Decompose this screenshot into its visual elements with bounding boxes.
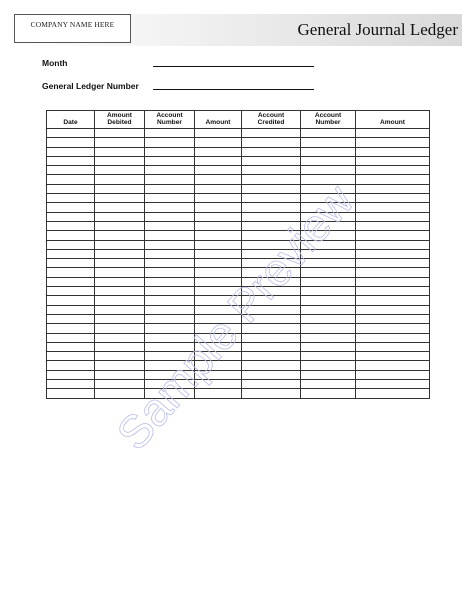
table-cell	[242, 277, 301, 286]
table-cell	[242, 324, 301, 333]
table-cell	[47, 380, 95, 389]
table-row	[47, 231, 430, 240]
table-cell	[47, 194, 95, 203]
table-cell	[145, 240, 195, 249]
table-cell	[242, 231, 301, 240]
table-cell	[242, 166, 301, 175]
column-header-account-number-debit: Account Number	[145, 111, 195, 129]
table-row	[47, 333, 430, 342]
table-cell	[356, 231, 430, 240]
column-header-amount-credit: Amount	[356, 111, 430, 129]
table-cell	[145, 129, 195, 138]
table-cell	[242, 361, 301, 370]
table-cell	[301, 287, 356, 296]
table-cell	[301, 221, 356, 230]
table-cell	[301, 324, 356, 333]
table-cell	[242, 129, 301, 138]
table-row	[47, 259, 430, 268]
table-cell	[145, 194, 195, 203]
table-row	[47, 342, 430, 351]
table-cell	[195, 249, 242, 258]
table-cell	[242, 203, 301, 212]
table-cell	[195, 221, 242, 230]
table-cell	[242, 138, 301, 147]
table-cell	[301, 259, 356, 268]
table-cell	[145, 389, 195, 398]
table-cell	[195, 203, 242, 212]
table-cell	[145, 324, 195, 333]
sample-preview-watermark: Sample Preview	[106, 174, 364, 460]
table-cell	[195, 147, 242, 156]
table-cell	[242, 380, 301, 389]
table-cell	[47, 389, 95, 398]
table-row	[47, 314, 430, 323]
table-cell	[95, 352, 145, 361]
table-cell	[195, 305, 242, 314]
table-cell	[242, 333, 301, 342]
table-cell	[95, 166, 145, 175]
table-cell	[195, 212, 242, 221]
table-cell	[145, 203, 195, 212]
table-cell	[356, 305, 430, 314]
table-cell	[195, 184, 242, 193]
table-row	[47, 147, 430, 156]
table-cell	[47, 314, 95, 323]
column-header-amount-debit: Amount	[195, 111, 242, 129]
table-row	[47, 277, 430, 286]
table-cell	[301, 231, 356, 240]
table-cell	[47, 305, 95, 314]
table-cell	[95, 231, 145, 240]
month-label: Month	[42, 58, 68, 68]
table-cell	[301, 314, 356, 323]
table-cell	[301, 147, 356, 156]
table-cell	[356, 389, 430, 398]
table-cell	[356, 296, 430, 305]
table-cell	[195, 314, 242, 323]
table-cell	[145, 342, 195, 351]
table-cell	[356, 287, 430, 296]
table-cell	[47, 277, 95, 286]
table-cell	[145, 296, 195, 305]
table-cell	[47, 259, 95, 268]
table-cell	[195, 156, 242, 165]
ledger-header-row	[47, 111, 430, 129]
table-cell	[195, 240, 242, 249]
table-cell	[195, 138, 242, 147]
table-cell	[47, 231, 95, 240]
table-row	[47, 138, 430, 147]
table-cell	[195, 361, 242, 370]
table-cell	[47, 138, 95, 147]
table-cell	[301, 203, 356, 212]
table-cell	[145, 277, 195, 286]
table-cell	[145, 212, 195, 221]
ledger-body	[47, 129, 430, 399]
table-cell	[242, 221, 301, 230]
ledger-number-label: General Ledger Number	[42, 81, 139, 91]
table-cell	[95, 370, 145, 379]
table-cell	[356, 175, 430, 184]
table-cell	[47, 333, 95, 342]
table-cell	[195, 370, 242, 379]
table-cell	[301, 194, 356, 203]
table-cell	[356, 203, 430, 212]
table-row	[47, 305, 430, 314]
table-cell	[356, 259, 430, 268]
table-cell	[47, 296, 95, 305]
table-cell	[145, 305, 195, 314]
table-cell	[301, 305, 356, 314]
table-cell	[242, 194, 301, 203]
table-cell	[47, 212, 95, 221]
table-cell	[195, 287, 242, 296]
table-cell	[47, 370, 95, 379]
table-row	[47, 203, 430, 212]
table-cell	[301, 166, 356, 175]
table-cell	[95, 259, 145, 268]
table-row	[47, 352, 430, 361]
table-cell	[195, 175, 242, 184]
month-field-line	[153, 66, 314, 67]
table-cell	[242, 305, 301, 314]
table-cell	[195, 268, 242, 277]
table-cell	[242, 352, 301, 361]
table-row	[47, 324, 430, 333]
table-cell	[242, 240, 301, 249]
table-cell	[95, 203, 145, 212]
table-cell	[301, 268, 356, 277]
table-cell	[95, 221, 145, 230]
table-cell	[145, 184, 195, 193]
table-cell	[356, 147, 430, 156]
table-cell	[95, 268, 145, 277]
table-cell	[356, 138, 430, 147]
table-cell	[242, 389, 301, 398]
table-row	[47, 212, 430, 221]
table-cell	[195, 231, 242, 240]
table-cell	[356, 268, 430, 277]
table-cell	[195, 277, 242, 286]
table-cell	[356, 166, 430, 175]
table-cell	[356, 249, 430, 258]
table-row	[47, 194, 430, 203]
table-cell	[301, 156, 356, 165]
table-cell	[145, 249, 195, 258]
table-cell	[95, 333, 145, 342]
table-cell	[301, 380, 356, 389]
table-cell	[301, 361, 356, 370]
table-cell	[195, 259, 242, 268]
column-header-date: Date	[47, 111, 95, 129]
table-cell	[242, 147, 301, 156]
table-cell	[242, 175, 301, 184]
table-cell	[301, 175, 356, 184]
table-row	[47, 156, 430, 165]
table-cell	[145, 156, 195, 165]
column-header-amount-debited: Amount Debited	[95, 111, 145, 129]
table-cell	[195, 389, 242, 398]
table-cell	[356, 333, 430, 342]
table-cell	[301, 333, 356, 342]
table-cell	[301, 138, 356, 147]
table-cell	[47, 184, 95, 193]
table-cell	[301, 296, 356, 305]
table-cell	[145, 268, 195, 277]
table-cell	[95, 324, 145, 333]
table-cell	[145, 380, 195, 389]
table-cell	[195, 380, 242, 389]
table-cell	[195, 333, 242, 342]
table-cell	[145, 333, 195, 342]
table-cell	[301, 277, 356, 286]
table-cell	[145, 138, 195, 147]
table-cell	[356, 342, 430, 351]
table-cell	[145, 314, 195, 323]
ledger-table	[46, 110, 430, 399]
table-cell	[95, 147, 145, 156]
table-cell	[301, 342, 356, 351]
column-header-account-number-credit: Account Number	[301, 111, 356, 129]
table-cell	[195, 194, 242, 203]
table-cell	[145, 370, 195, 379]
table-cell	[356, 370, 430, 379]
table-cell	[356, 194, 430, 203]
table-cell	[95, 175, 145, 184]
table-cell	[95, 361, 145, 370]
table-cell	[242, 314, 301, 323]
table-cell	[145, 259, 195, 268]
table-row	[47, 166, 430, 175]
table-cell	[47, 129, 95, 138]
table-cell	[145, 361, 195, 370]
table-cell	[301, 249, 356, 258]
table-cell	[47, 175, 95, 184]
table-cell	[95, 389, 145, 398]
table-cell	[356, 184, 430, 193]
table-cell	[95, 287, 145, 296]
table-cell	[47, 324, 95, 333]
table-row	[47, 287, 430, 296]
table-cell	[145, 287, 195, 296]
table-cell	[242, 184, 301, 193]
table-cell	[145, 166, 195, 175]
table-cell	[195, 166, 242, 175]
table-cell	[301, 370, 356, 379]
table-cell	[195, 129, 242, 138]
table-cell	[356, 240, 430, 249]
table-cell	[356, 221, 430, 230]
company-name-box: COMPANY NAME HERE	[14, 14, 131, 43]
table-cell	[95, 194, 145, 203]
table-cell	[47, 342, 95, 351]
table-row	[47, 240, 430, 249]
table-cell	[95, 296, 145, 305]
column-header-account-credited: Account Credited	[242, 111, 301, 129]
table-row	[47, 389, 430, 398]
table-cell	[195, 296, 242, 305]
table-cell	[95, 277, 145, 286]
table-cell	[47, 203, 95, 212]
table-cell	[242, 342, 301, 351]
table-cell	[145, 221, 195, 230]
table-cell	[301, 212, 356, 221]
table-cell	[195, 324, 242, 333]
table-cell	[356, 277, 430, 286]
table-cell	[301, 240, 356, 249]
table-cell	[356, 324, 430, 333]
table-row	[47, 296, 430, 305]
table-row	[47, 380, 430, 389]
table-cell	[95, 156, 145, 165]
table-row	[47, 221, 430, 230]
table-cell	[242, 259, 301, 268]
table-cell	[356, 212, 430, 221]
table-cell	[47, 156, 95, 165]
table-cell	[145, 352, 195, 361]
table-row	[47, 184, 430, 193]
table-cell	[242, 296, 301, 305]
table-cell	[195, 352, 242, 361]
table-cell	[47, 166, 95, 175]
table-cell	[95, 240, 145, 249]
table-cell	[95, 305, 145, 314]
table-cell	[242, 212, 301, 221]
table-cell	[356, 380, 430, 389]
table-cell	[145, 231, 195, 240]
table-row	[47, 268, 430, 277]
table-row	[47, 249, 430, 258]
table-cell	[95, 129, 145, 138]
table-cell	[95, 184, 145, 193]
table-cell	[242, 370, 301, 379]
table-cell	[301, 352, 356, 361]
table-cell	[195, 342, 242, 351]
table-cell	[95, 249, 145, 258]
table-cell	[356, 129, 430, 138]
table-cell	[47, 249, 95, 258]
table-row	[47, 370, 430, 379]
table-cell	[301, 389, 356, 398]
table-cell	[301, 129, 356, 138]
table-cell	[47, 147, 95, 156]
table-cell	[242, 156, 301, 165]
page-title: General Journal Ledger	[297, 20, 458, 39]
table-row	[47, 361, 430, 370]
table-cell	[47, 268, 95, 277]
table-cell	[47, 287, 95, 296]
table-cell	[356, 352, 430, 361]
table-cell	[242, 287, 301, 296]
table-cell	[301, 184, 356, 193]
table-cell	[95, 342, 145, 351]
table-cell	[95, 138, 145, 147]
table-cell	[356, 361, 430, 370]
table-cell	[95, 212, 145, 221]
table-cell	[145, 175, 195, 184]
table-cell	[242, 268, 301, 277]
ledger-number-field-line	[153, 89, 314, 90]
table-cell	[47, 221, 95, 230]
table-cell	[47, 240, 95, 249]
table-row	[47, 129, 430, 138]
table-cell	[356, 314, 430, 323]
table-cell	[47, 352, 95, 361]
table-cell	[95, 380, 145, 389]
table-cell	[95, 314, 145, 323]
table-cell	[242, 249, 301, 258]
table-cell	[47, 361, 95, 370]
table-cell	[356, 156, 430, 165]
table-cell	[145, 147, 195, 156]
table-row	[47, 175, 430, 184]
